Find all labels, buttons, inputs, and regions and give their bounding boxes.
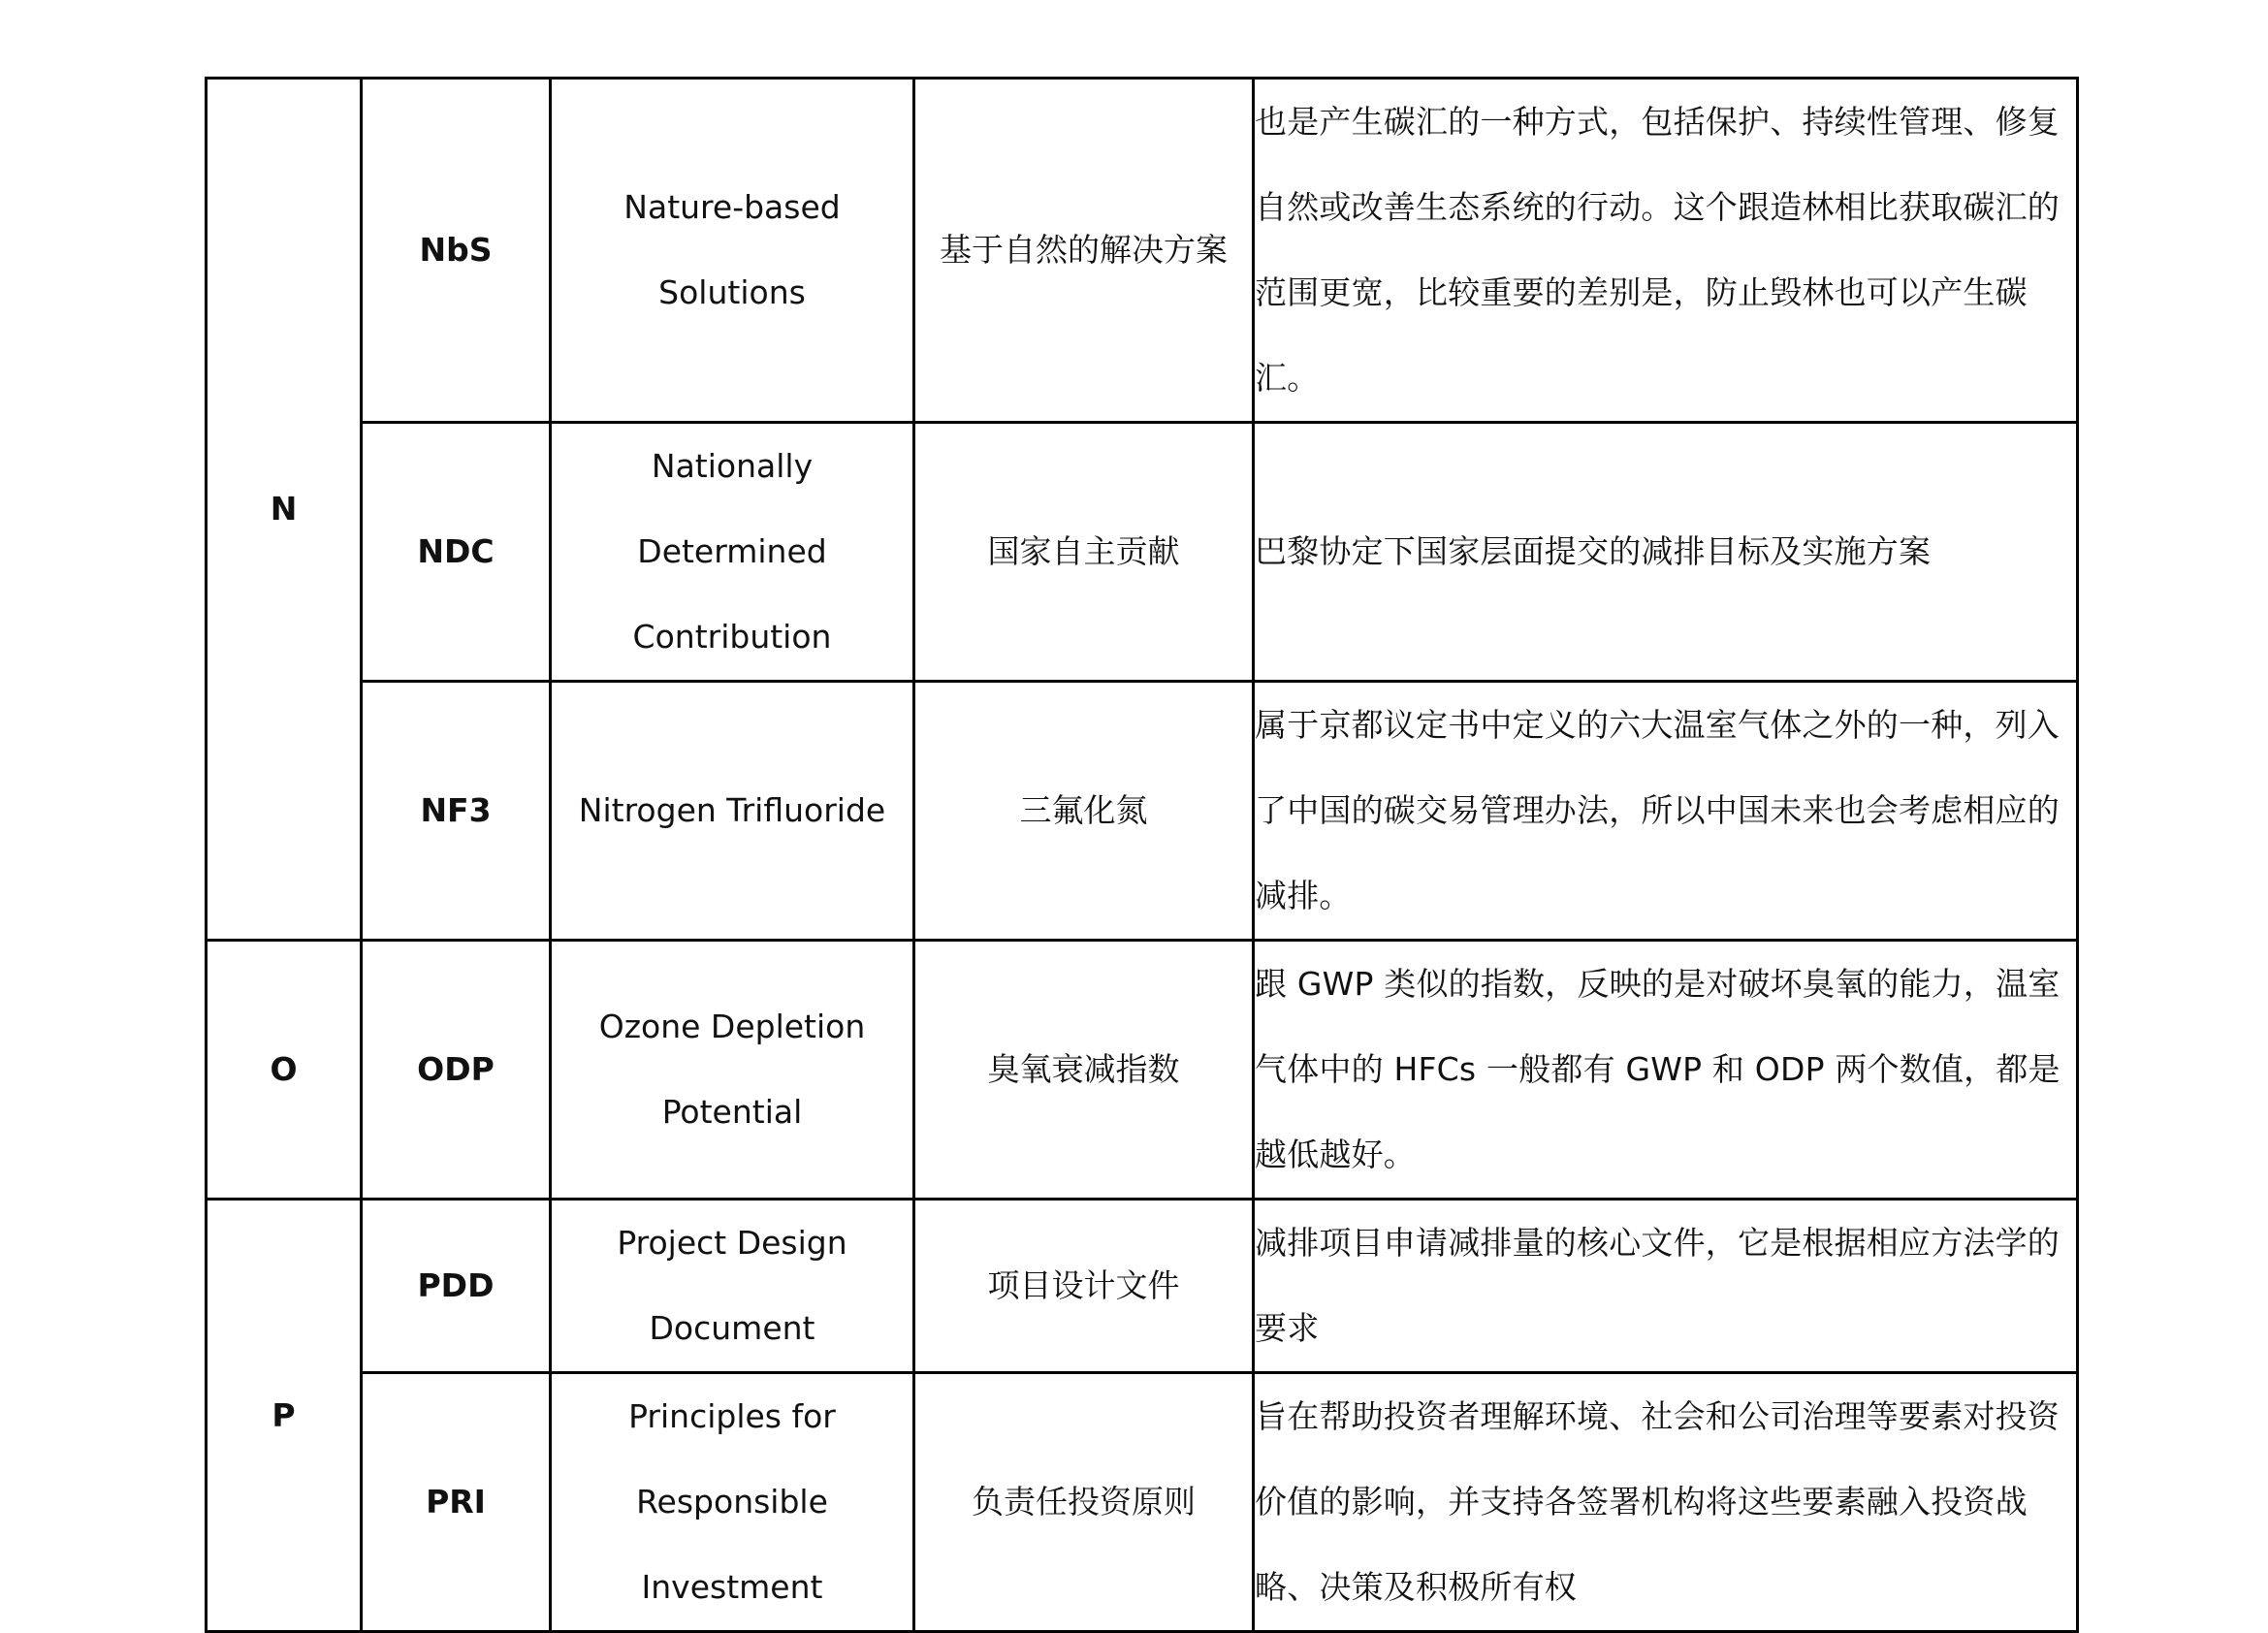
- abbreviation-cell: PRI: [362, 1373, 551, 1632]
- chinese-name-cell: 项目设计文件: [914, 1200, 1254, 1373]
- table-row: [207, 1200, 2078, 1373]
- full-name-cell: Principles for Responsible Investment: [551, 1373, 914, 1632]
- chinese-name-cell: 国家自主贡献: [914, 423, 1254, 682]
- chinese-name-cell: 臭氧衰减指数: [914, 941, 1254, 1200]
- abbreviation-cell: NbS: [362, 79, 551, 423]
- description-cell: 旨在帮助投资者理解环境、社会和公司治理等要素对投资价值的影响，并支持各签署机构将这些要素融入投资战略、决策及积极所有权: [1254, 1373, 2078, 1632]
- full-name-cell: Nitrogen Trifluoride: [551, 682, 914, 941]
- description-cell: 跟 GWP 类似的指数，反映的是对破坏臭氧的能力，温室气体中的 HFCs 一般都有 GWP 和 ODP 两个数值，都是越低越好。: [1254, 941, 2078, 1200]
- description-cell: 属于京都议定书中定义的六大温室气体之外的一种，列入了中国的碳交易管理办法，所以中国未来也会考虑相应的减排。: [1254, 682, 2078, 941]
- table-row: [207, 1373, 2078, 1632]
- abbreviation-cell: ODP: [362, 941, 551, 1200]
- abbreviation-cell: NF3: [362, 682, 551, 941]
- glossary-table: [205, 77, 2079, 1633]
- letter-group-n: N: [207, 79, 362, 941]
- letter-group-p: P: [207, 1200, 362, 1632]
- table-row: [207, 423, 2078, 682]
- table-row: [207, 941, 2078, 1200]
- description-cell: 减排项目申请减排量的核心文件，它是根据相应方法学的要求: [1254, 1200, 2078, 1373]
- description-cell: 巴黎协定下国家层面提交的减排目标及实施方案: [1254, 423, 2078, 682]
- abbreviation-cell: NDC: [362, 423, 551, 682]
- full-name-cell: Nature-based Solutions: [551, 79, 914, 423]
- table-row: [207, 79, 2078, 423]
- table-row: [207, 682, 2078, 941]
- chinese-name-cell: 负责任投资原则: [914, 1373, 1254, 1632]
- letter-group-o: O: [207, 941, 362, 1200]
- full-name-cell: Project Design Document: [551, 1200, 914, 1373]
- full-name-cell: Nationally Determined Contribution: [551, 423, 914, 682]
- abbreviation-cell: PDD: [362, 1200, 551, 1373]
- chinese-name-cell: 基于自然的解决方案: [914, 79, 1254, 423]
- description-cell: 也是产生碳汇的一种方式，包括保护、持续性管理、修复自然或改善生态系统的行动。这个跟造林相比获取碳汇的范围更宽，比较重要的差别是，防止毁林也可以产生碳汇。: [1254, 79, 2078, 423]
- chinese-name-cell: 三氟化氮: [914, 682, 1254, 941]
- full-name-cell: Ozone Depletion Potential: [551, 941, 914, 1200]
